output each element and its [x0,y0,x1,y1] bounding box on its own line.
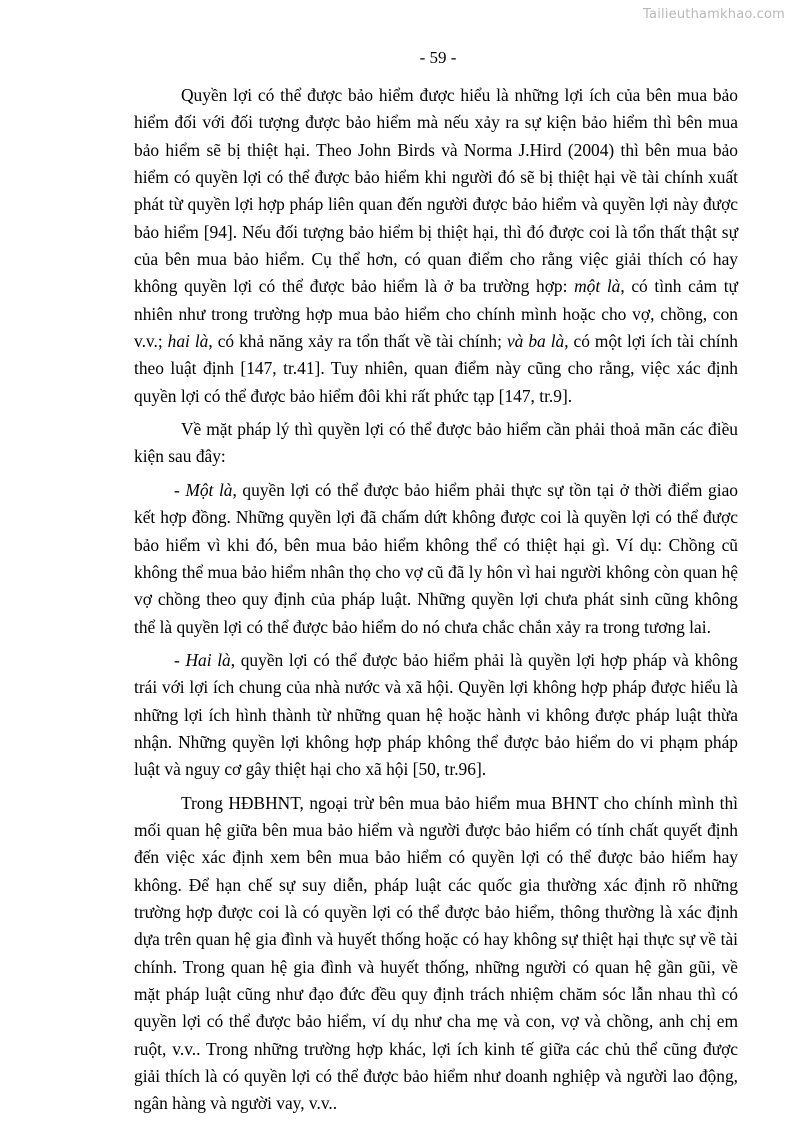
paragraph-2: Về mặt pháp lý thì quyền lợi có thể được bảo hiểm cần phải thoả mãn các điều kiện sau đây: [134,419,738,467]
condition-1-dash: - [174,479,186,500]
document-body [134,82,738,1124]
paragraph-1 [134,82,738,410]
condition-2 [134,647,738,784]
paragraph-1-text-e: , có khả năng xảy ra tổn thất về tài chính; [208,331,507,352]
condition-2-emph: Hai là [185,649,231,670]
paragraph-5: Trong HĐBHNT, ngoại trừ bên mua bảo hiểm mua BHNT cho chính mình thì mối quan hệ giữa bên mua bảo hiểm và người được bảo hiểm có tính chất quyết định đến việc xác định xem bên mua bảo hiểm có quyền lợi có thể được bảo hiểm hay không. Để hạn chế sự suy diễn, pháp luật các quốc gia thường xác định rõ những trường hợp được coi là có quyền lợi có thể được bảo hiểm, thông thường là xác định dựa trên quan hệ gia đình và huyết thống hoặc có hay không sự thiệt hại thực sự về tài chính. Trong quan hệ gia đình và huyết thống, những người có quan hệ gần gũi, về mặt pháp luật cũng như đạo đức đều quy định trách nhiệm chăm sóc lẫn nhau thì có quyền lợi có thể được bảo hiểm, ví dụ như cha mẹ và con, vợ và chồng, anh chị em ruột, v.v.. Trong những trường hợp khác, lợi ích kinh tế giữa các chủ thể cũng được giải thích là có quyền lợi có thể được bảo hiểm như doanh nghiệp và người lao động, ngân hàng và người vay, v.v.. [134,792,738,1114]
condition-2-dash: - [174,649,186,670]
paragraph-1-emph-mot-la: một là [574,276,621,297]
paragraph-1-text-a: Quyền lợi có thể được bảo hiểm được hiểu là những lợi ích của bên mua bảo hiểm đối với đối tượng được bảo hiểm mà nếu xảy ra sự kiện bảo hiểm thì bên mua bảo hiểm sẽ bị thiệt hại. Theo John Birds và Norma J.Hird (2004) thì bên mua bảo hiểm có quyền lợi có thể được bảo hiểm khi người đó sẽ bị thiệt hại về tài chính xuất phát từ quyền lợi hợp pháp liên quan đến người được bảo hiểm và quyền lợi này được bảo hiểm [94]. Nếu đối tượng bảo hiểm bị thiệt hại, thì đó được coi là tổn thất thật sự của bên mua bảo hiểm. Cụ thể hơn, có quan điểm cho rằng việc giải thích có hay không quyền lợi có thể được bảo hiểm là ở ba trường hợp: [134,85,738,297]
paragraph-1-emph-hai-la: hai là [167,331,209,352]
condition-2-text: , quyền lợi có thể được bảo hiểm phải là quyền lợi hợp pháp và không trái với lợi ích chung của nhà nước và xã hội. Quyền lợi không hợp pháp được hiểu là những lợi ích hình thành từ những quan hệ hoặc hành vi không được pháp luật thừa nhận. Những quyền lợi không hợp pháp không thể được bảo hiểm do vi phạm pháp luật và nguy cơ gây thiệt hại cho xã hội [50, tr.96]. [134,649,739,780]
paragraph-1-text-c: , có tình cảm tự nhiên như trong trường hợp mua bảo hiểm cho chính mình hoặc cho vợ, chồng, con v.v.; [134,276,738,352]
paragraph-1-text-g: , có một lợi ích tài chính theo luật định [147, tr.41]. Tuy nhiên, quan điểm này cũng cho rằng, việc xác định quyền lợi có thể được bảo hiểm đôi khi rất phức tạp [147, tr.9]. [134,331,738,406]
watermark: Tailieuthamkhao.com [643,7,785,22]
page-number: - 59 - [419,48,457,67]
paragraph-1-emph-va-ba-la: và ba là [506,331,565,352]
condition-1 [134,477,738,641]
condition-1-emph: Một là [185,479,233,500]
condition-1-text: , quyền lợi có thể được bảo hiểm phải thực sự tồn tại ở thời điểm giao kết hợp đồng. Những quyền lợi đã chấm dứt không được coi là quyền lợi có thể được bảo hiểm vì khi đó, bên mua bảo hiểm không thể có thiệt hại gì. Ví dụ: Chồng cũ không thể mua bảo hiểm nhân thọ cho vợ cũ đã ly hôn vì hai người không còn quan hệ vợ chồng theo quy định của pháp luật. Những quyền lợi chưa phát sinh cũng không thể là quyền lợi có thể được bảo hiểm do nó chưa chắc chắn xảy ra trong tương lai. [134,479,738,637]
